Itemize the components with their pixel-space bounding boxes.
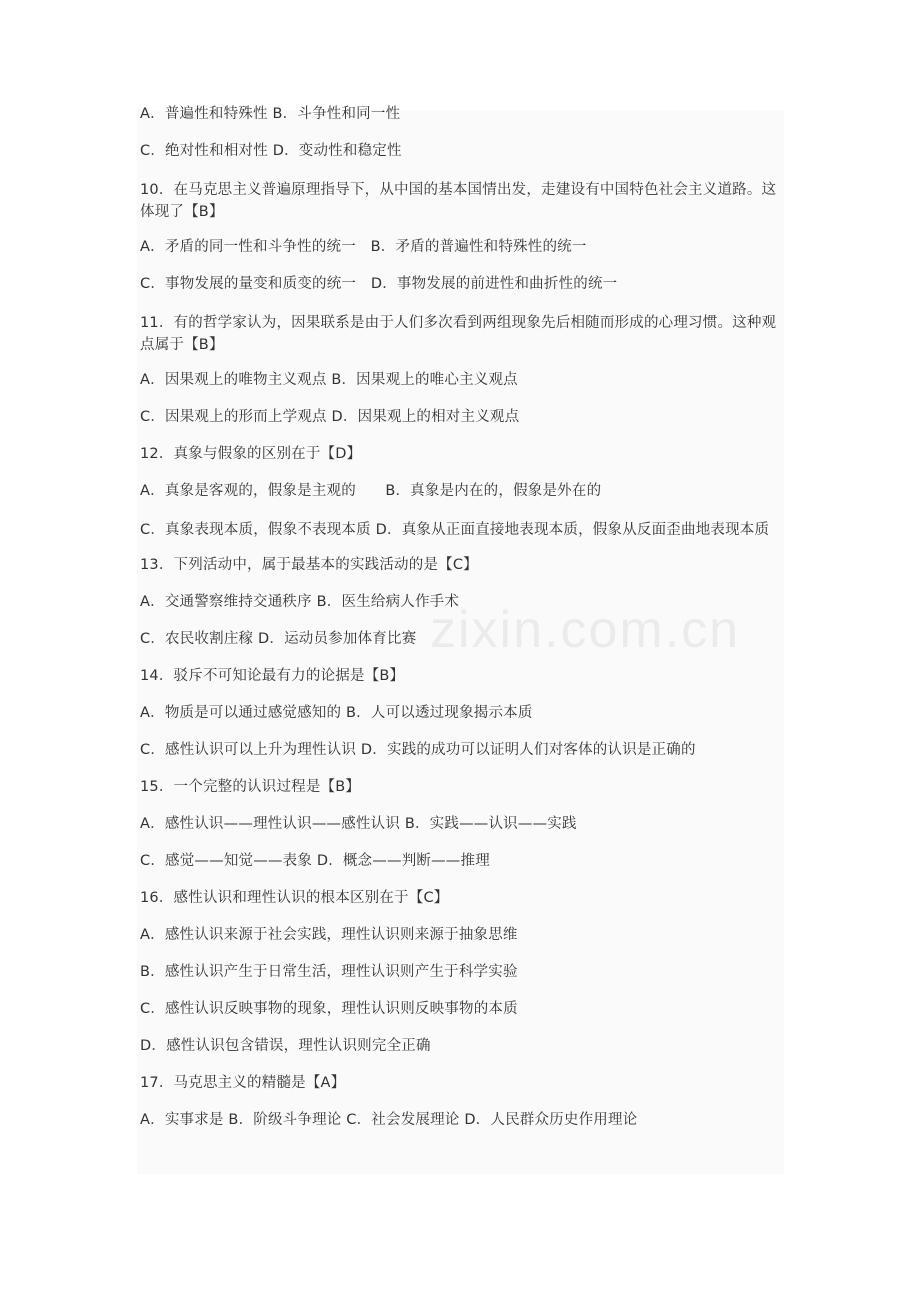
option-line: D．感性认识包含错误，理性认识则完全正确 xyxy=(140,1038,431,1054)
question-16: 16．感性认识和理性认识的根本区别在于【C】 xyxy=(140,890,449,906)
option-line: A．因果观上的唯物主义观点 B．因果观上的唯心主义观点 xyxy=(140,372,518,388)
option-line: A．实事求是 B．阶级斗争理论 C．社会发展理论 D．人民群众历史作用理论 xyxy=(140,1112,638,1128)
question-11: 11．有的哲学家认为，因果联系是由于人们多次看到两组现象先后相随而形成的心理习惯。这种观点属于【B】 xyxy=(140,315,777,353)
question-13: 13．下列活动中，属于最基本的实践活动的是【C】 xyxy=(140,557,478,573)
option-line: C．绝对性和相对性 D．变动性和稳定性 xyxy=(140,143,402,159)
option-line: B．感性认识产生于日常生活，理性认识则产生于科学实验 xyxy=(140,964,518,980)
watermark: zixin.com.cn xyxy=(430,601,741,659)
option-line: C．事物发展的量变和质变的统一 D．事物发展的前进性和曲折性的统一 xyxy=(140,276,618,292)
option-line: C．感性认识可以上升为理性认识 D．实践的成功可以证明人们对客体的认识是正确的 xyxy=(140,742,696,758)
option-line: A．矛盾的同一性和斗争性的统一 B．矛盾的普遍性和特殊性的统一 xyxy=(140,239,587,255)
question-10: 10．在马克思主义普遍原理指导下，从中国的基本国情出发，走建设有中国特色社会主义道路。这体现了【B】 xyxy=(140,182,777,220)
option-line: C．真象表现本质，假象不表现本质 D．真象从正面直接地表现本质，假象从反面歪曲地表现本质 xyxy=(140,522,770,538)
option-line: A．普遍性和特殊性 B．斗争性和同一性 xyxy=(140,106,401,122)
question-17: 17．马克思主义的精髓是【A】 xyxy=(140,1075,346,1091)
question-14: 14．驳斥不可知论最有力的论据是【B】 xyxy=(140,668,405,684)
option-line: C．感性认识反映事物的现象，理性认识则反映事物的本质 xyxy=(140,1001,518,1017)
option-line: A．交通警察维持交通秩序 B．医生给病人作手术 xyxy=(140,594,460,610)
option-line: A．感性认识——理性认识——感性认识 B．实践——认识——实践 xyxy=(140,816,577,832)
option-line: A．感性认识来源于社会实践，理性认识则来源于抽象思维 xyxy=(140,927,518,943)
question-15: 15．一个完整的认识过程是【B】 xyxy=(140,779,361,795)
option-line: A．物质是可以通过感觉感知的 B．人可以透过现象揭示本质 xyxy=(140,705,533,721)
option-line: A．真象是客观的，假象是主观的 B．真象是内在的，假象是外在的 xyxy=(140,483,602,499)
option-line: C．感觉——知觉——表象 D．概念——判断——推理 xyxy=(140,853,490,869)
option-line: C．农民收割庄稼 D．运动员参加体育比赛 xyxy=(140,631,417,647)
option-line: C．因果观上的形而上学观点 D．因果观上的相对主义观点 xyxy=(140,409,520,425)
question-12: 12．真象与假象的区别在于【D】 xyxy=(140,446,362,462)
